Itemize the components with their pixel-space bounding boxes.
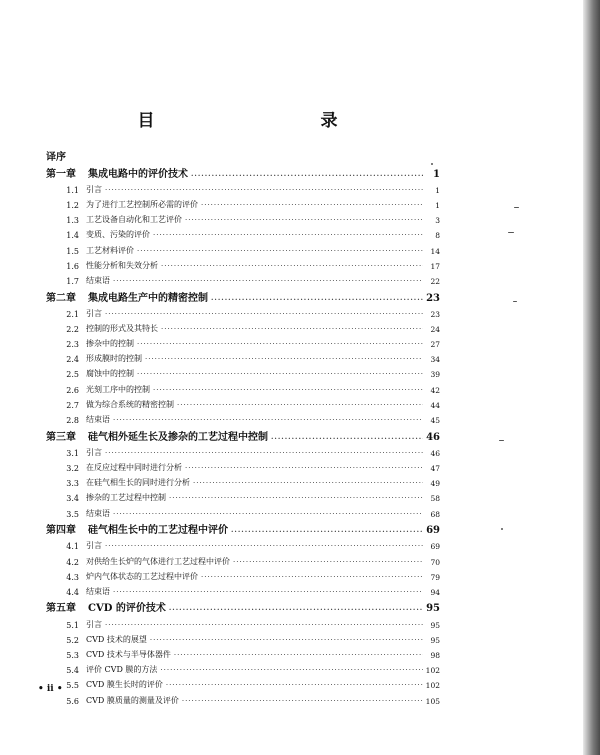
toc-entry-title: 控制的形式及其特长 [86,323,158,333]
dot-leader [185,217,423,225]
toc-section-entry [46,271,440,286]
toc-entry-title: 腐蚀中的控制 [86,369,134,379]
toc-entry-page: 95 [426,603,440,615]
toc-entry-page: 23 [430,309,440,319]
toc-entry-title: 在反应过程中同时进行分析 [86,462,182,472]
toc-chapter-entry [46,519,440,537]
dot-leader [113,589,423,597]
toc-entry-page: 17 [430,261,440,271]
toc-entry-number: 4.3 [66,572,79,582]
toc-entry-page: 70 [430,557,440,567]
toc-entry-title: 对供给生长炉的气体进行工艺过程中评价 [86,556,230,566]
toc-entry-title: 为了进行工艺控制所必需的评价 [86,199,198,209]
toc-section-entry [46,582,440,597]
scan-speck [501,528,503,530]
toc-entry-number: 4.4 [66,587,79,597]
toc-entry-number: 5.6 [66,696,79,706]
toc-entry-title: 光刻工序中的控制 [86,384,150,394]
dot-leader [201,202,423,210]
toc-entry-page: 14 [430,246,440,256]
toc-section-entry [46,210,440,225]
toc-section-entry [46,503,440,518]
toc-entry-number: 4.2 [66,557,79,567]
toc-entry-page: 95 [430,620,440,630]
toc-entry-number: 1.5 [66,246,79,256]
toc-entry-number: 2.3 [66,340,79,350]
scan-speck [514,207,519,208]
toc-section-entry [46,180,440,195]
toc-entry-page: 102 [425,681,440,691]
toc-section-entry [46,364,440,379]
toc-entry-title: CVD 膜生长时的评价 [86,680,163,690]
toc-entry-title: 性能分析和失效分析 [86,260,158,270]
toc-entry-page: 42 [430,385,440,395]
toc-entry-title: 工艺设备自动化和工艺评价 [86,215,182,225]
toc-section-entry [46,410,440,425]
dot-leader [105,450,423,458]
toc-entry-title: 引言 [86,184,102,194]
dot-leader [161,326,423,334]
scan-speck [431,163,433,165]
toc-entry-page: 47 [430,463,440,473]
toc-entry-page: 45 [430,416,440,425]
dot-leader [177,402,423,410]
toc-entry-title: CVD 技术与半导体器件 [86,650,171,660]
toc-entry-title: 引言 [86,447,102,457]
dot-leader [105,187,423,195]
toc-entry-title: 形成膜时的控制 [86,354,142,364]
toc-section-entry [46,473,440,488]
dot-leader [137,341,423,349]
dot-leader [169,495,423,503]
toc-entry-number: 5.1 [66,620,79,630]
toc-entry-number: 第四章 [46,525,76,537]
toc-entry-title: 引言 [86,619,102,629]
toc-entry-number: 3.2 [66,463,79,473]
toc-entry-page: 8 [435,231,440,241]
toc-entry-page: 34 [430,355,440,365]
dot-leader [233,559,423,567]
toc-section-entry [46,349,440,364]
toc-section-entry [46,443,440,458]
toc-section-entry [46,675,440,690]
page-number: • ii • [38,684,63,694]
dot-leader [105,622,423,630]
toc-entry-title: 掺杂中的控制 [86,339,134,349]
dot-leader [137,371,423,379]
toc-entry-title: 硅气相生长中的工艺过程中评价 [88,525,228,537]
toc-chapter-entry [46,425,440,443]
toc-entry-page: 3 [435,216,440,226]
toc-chapter-entry [46,286,440,304]
toc-entry-page: 1 [433,168,440,180]
toc-entry-number: 1.2 [66,200,79,210]
toc-entry-page: 102 [425,666,440,676]
toc-entry-title: 引言 [86,308,102,318]
toc-section-entry [46,256,440,271]
dot-leader [150,637,423,645]
toc-section-entry [46,240,440,255]
toc-entry-number: 5.2 [66,635,79,645]
dot-leader [211,296,423,304]
dot-leader [166,682,423,690]
toc-section-entry [46,488,440,503]
toc-entry-number: 3.1 [66,448,79,458]
toc-entry-title: 结束语 [86,586,110,596]
toc-entry-title: 炉内气体状态的工艺过程中评价 [86,571,198,581]
toc-section-entry [46,567,440,582]
toc-section-entry [46,690,440,705]
dot-leader [185,465,423,473]
toc-entry-page: 79 [430,572,440,582]
toc-entry-number: 2.6 [66,385,79,395]
toc-entry-number: 3.3 [66,479,79,489]
toc-entry-title: CVD 的评价技术 [88,603,166,615]
dot-leader [113,278,423,286]
toc-chapter-entry [46,162,440,180]
toc-entry-page: 22 [430,276,440,286]
toc-entry-number: 1.6 [66,261,79,271]
dot-leader [105,311,423,319]
dot-leader [145,356,423,364]
toc-section-entry [46,458,440,473]
scan-speck [508,232,514,233]
toc-chapter-entry [46,597,440,615]
toc-entry-number: 5.5 [66,681,79,691]
toc-entry-page: 98 [430,651,440,661]
toc-section-entry [46,195,440,210]
toc-entry-title: CVD 技术的展望 [86,634,147,644]
dot-leader [271,435,423,443]
toc-section-entry [46,660,440,675]
toc-entry-title: 评价 CVD 膜的方法 [86,665,158,675]
toc-entry-number: 2.7 [66,400,79,410]
toc-entry-title: 结束语 [86,275,110,285]
toc-entry-page: 46 [426,431,440,443]
toc-entry-page: 46 [430,448,440,458]
toc-section-entry [46,319,440,334]
toc-entry-number: 1.1 [66,185,79,195]
toc-entry-page: 1 [435,200,440,210]
toc-entry-page: 39 [430,370,440,380]
toc-entry-title: 在硅气相生长的同时进行分析 [86,478,190,488]
toc-section-entry [46,225,440,240]
toc-entry-title: 集成电路中的评价技术 [88,168,188,180]
toc-entry-title: 做为综合系统的精密控制 [86,399,174,409]
dot-leader [153,387,423,395]
dot-leader [137,248,423,256]
dot-leader [231,528,423,536]
dot-leader [191,172,423,180]
toc-entry-title: 引言 [86,541,102,551]
toc-section-entry [46,334,440,349]
toc-entry-number: 2.1 [66,309,79,319]
scan-binding-edge [583,0,600,755]
toc-section-entry [46,630,440,645]
toc-entry-number: 1.7 [66,276,79,286]
table-of-contents [46,162,440,706]
toc-entry-title: 硅气相外延生长及掺杂的工艺过程中控制 [88,431,268,443]
toc-entry-number: 2.4 [66,355,79,365]
dot-leader [193,480,423,488]
toc-entry-number: 2.8 [66,416,79,425]
toc-entry-page: 1 [435,185,440,195]
toc-entry-page: 105 [425,696,440,706]
toc-entry-page: 68 [430,509,440,519]
dot-leader [153,232,423,240]
toc-entry-number: 第二章 [46,292,76,304]
dot-leader [161,263,423,271]
toc-entry-title: 集成电路生产中的精密控制 [88,292,208,304]
toc-section-entry [46,645,440,660]
toc-entry-page: 44 [430,400,440,410]
scan-speck [499,440,504,441]
toc-entry-title: 工艺材料评价 [86,245,134,255]
page-title: 目 录 [137,111,382,131]
toc-entry-page: 94 [430,587,440,597]
toc-section-entry [46,551,440,566]
toc-entry-title: 变质、污染的评价 [86,230,150,240]
toc-entry-number: 1.3 [66,216,79,226]
dot-leader [182,698,423,706]
toc-entry-page: 49 [430,479,440,489]
toc-section-entry [46,536,440,551]
dot-leader [201,574,423,582]
toc-entry-number: 第一章 [46,168,76,180]
dot-leader [105,543,423,551]
toc-entry-page: 24 [430,324,440,334]
toc-entry-number: 第五章 [46,603,76,615]
toc-section-entry [46,379,440,394]
toc-section-entry [46,304,440,319]
toc-entry-page: 69 [430,542,440,552]
dot-leader [160,667,422,675]
toc-entry-number: 2.2 [66,324,79,334]
toc-section-entry [46,614,440,629]
toc-entry-title: CVD 膜质量的测量及评价 [86,695,179,705]
dot-leader [113,417,423,425]
toc-entry-number: 2.5 [66,370,79,380]
toc-entry-page: 69 [426,525,440,537]
toc-entry-page: 23 [426,292,440,304]
dot-leader [113,511,423,519]
toc-entry-title: 掺杂的工艺过程中控制 [86,493,166,503]
scan-speck [513,301,517,302]
toc-entry-page: 95 [430,635,440,645]
toc-entry-number: 1.4 [66,231,79,241]
toc-entry-number: 5.3 [66,651,79,661]
toc-entry-title: 结束语 [86,415,110,424]
dot-leader [174,652,423,660]
dot-leader [169,606,423,614]
toc-entry-number: 3.4 [66,494,79,504]
toc-entry-title: 结束语 [86,508,110,518]
toc-entry-number: 第三章 [46,431,76,443]
toc-entry-number: 4.1 [66,542,79,552]
toc-entry-number: 3.5 [66,509,79,519]
toc-entry-number: 5.4 [66,666,79,676]
toc-section-entry [46,395,440,410]
toc-entry-page: 27 [430,340,440,350]
toc-entry-preface: 译序 [46,152,66,163]
toc-entry-page: 58 [430,494,440,504]
